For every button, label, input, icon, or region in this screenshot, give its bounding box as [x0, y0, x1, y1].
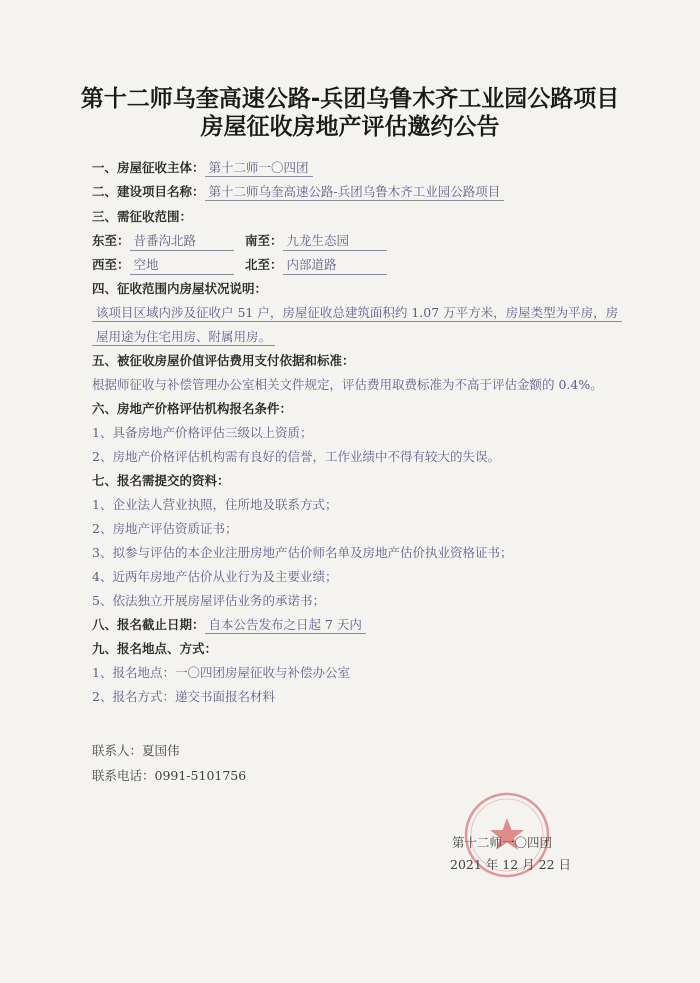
section-9	[92, 639, 217, 657]
section-2-value: 第十二师乌奎高速公路-兵团乌鲁木齐工业园公路项目	[205, 184, 505, 201]
section-5-heading: 五、被征收房屋价值评估费用支付依据和标准：	[92, 353, 355, 368]
section-4-line2: 屋用途为住宅用房、附属用房。	[92, 329, 275, 346]
signature-date: 2021 年 12 月 22 日	[450, 857, 571, 872]
section-3	[92, 207, 192, 225]
section-8-value: 自本公告发布之日起 7 天内	[205, 617, 366, 634]
section-4-text-line2	[92, 327, 275, 345]
section-1-value: 第十二师一〇四团	[205, 160, 313, 177]
boundary-west-value: 空地	[130, 255, 234, 275]
boundary-west-label: 西至：	[92, 257, 130, 272]
section-7-heading: 七、报名需提交的资料：	[92, 473, 230, 488]
boundary-east-value: 昔番沟北路	[130, 231, 234, 251]
boundary-east	[92, 231, 234, 251]
section-4	[92, 279, 267, 297]
section-1-heading: 一、房屋征收主体：	[92, 160, 205, 175]
signature-org: 第十二师一〇四团	[452, 835, 553, 850]
contact-phone: 联系电话：0991-5101756	[92, 768, 247, 783]
section-6	[92, 399, 292, 417]
section-5-text: 根据师征收与补偿管理办公室相关文件规定，评估费用取费标准为不高于评估金额的 0.4%。	[92, 377, 603, 392]
section-7-item: 3、拟参与评估的本企业注册房地产估价师名单及房地产估价执业资格证书；	[92, 545, 513, 560]
section-1	[92, 158, 313, 176]
section-6-heading: 六、房地产价格评估机构报名条件：	[92, 401, 293, 416]
notice-title-line1: 第十二师乌奎高速公路-兵团乌鲁木齐工业园公路项目	[80, 86, 620, 112]
section-8-heading: 八、报名截止日期：	[92, 617, 205, 632]
section-7-item: 1、企业法人营业执照，住所地及联系方式；	[92, 497, 338, 512]
boundary-south-value: 九龙生态园	[283, 231, 387, 251]
section-6-item: 2、房地产价格评估机构需有良好的信誉，工作业绩中不得有较大的失误。	[92, 449, 500, 464]
section-3-heading: 三、需征收范围：	[92, 209, 193, 224]
section-9-heading: 九、报名地点、方式：	[92, 641, 218, 656]
boundary-south-label: 南至：	[245, 233, 283, 248]
section-5	[92, 351, 355, 369]
section-9-item: 1、报名地点：一〇四团房屋征收与补偿办公室	[92, 665, 350, 680]
boundary-north-value: 内部道路	[283, 255, 387, 275]
section-9-item: 2、报名方式：递交书面报名材料	[92, 689, 275, 704]
section-7	[92, 471, 230, 489]
section-8	[92, 615, 366, 633]
section-7-item: 2、房地产评估资质证书；	[92, 521, 238, 536]
section-7-item: 4、近两年房地产估价从业行为及主要业绩；	[92, 569, 338, 584]
boundary-north	[245, 255, 387, 275]
section-7-item: 5、依法独立开展房屋评估业务的承诺书；	[92, 593, 325, 608]
section-4-heading: 四、征收范围内房屋状况说明：	[92, 281, 268, 296]
section-2-heading: 二、建设项目名称：	[92, 184, 205, 199]
boundary-east-label: 东至：	[92, 233, 130, 248]
section-4-line1: 该项目区域内涉及征收户 51 户，房屋征收总建筑面积约 1.07 万平方米，房屋类型为平房，房	[92, 305, 622, 322]
boundary-north-label: 北至：	[245, 257, 283, 272]
section-6-item: 1、具备房地产价格评估三级以上资质；	[92, 425, 313, 440]
boundary-south	[245, 231, 387, 251]
boundary-west	[92, 255, 234, 275]
section-4-text-line1	[92, 303, 622, 321]
section-2	[92, 182, 504, 200]
notice-title-line2: 房屋征收房地产评估邀约公告	[200, 114, 500, 140]
contact-person: 联系人：夏国伟	[92, 743, 180, 758]
